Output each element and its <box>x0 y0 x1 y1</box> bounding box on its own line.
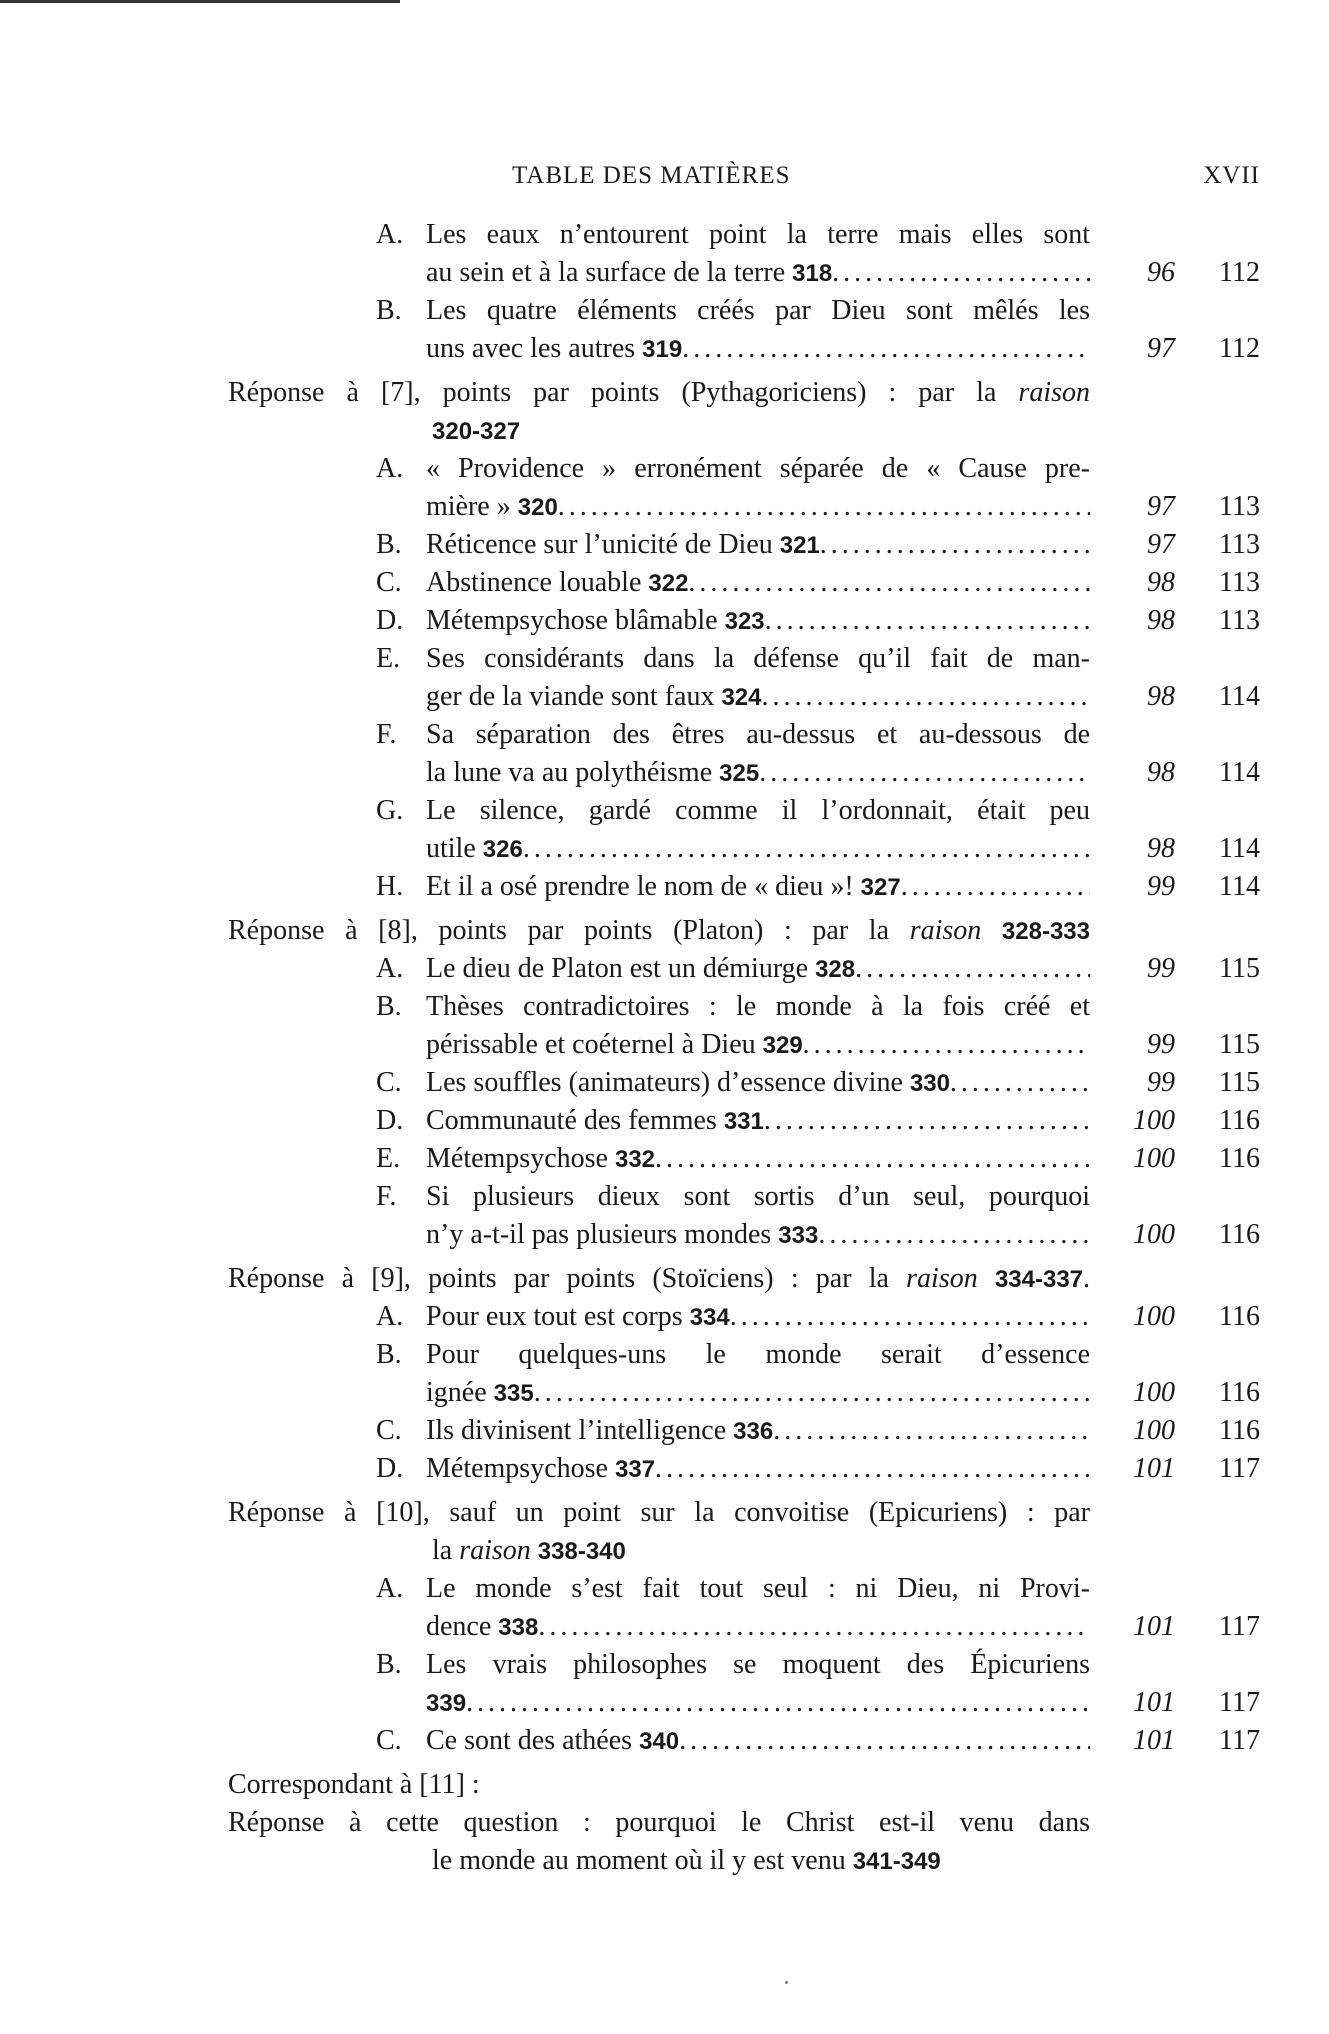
entry-text <box>426 1450 1090 1488</box>
arabic-text-page: 100 <box>1133 1105 1175 1136</box>
translation-page: 114 <box>1219 681 1260 712</box>
entry-text <box>426 216 1090 254</box>
entry-text <box>228 1260 1090 1298</box>
translation-page: 116 <box>1219 1219 1260 1250</box>
paragraph-reference: 329 <box>762 1032 803 1059</box>
text-segment: la <box>432 1535 460 1566</box>
paragraph-reference: 323 <box>724 608 765 635</box>
text-segment: Le silence, gardé comme il l’ordonnait, était peu <box>426 795 1090 826</box>
translation-page: 113 <box>1219 529 1260 560</box>
paragraph-reference: 319 <box>642 336 683 363</box>
paragraph-reference: 318 <box>792 260 833 287</box>
toc-entry-line <box>0 1178 1329 1216</box>
entry-text <box>426 1646 1090 1684</box>
translation-page: 116 <box>1219 1301 1260 1332</box>
entry-text <box>426 830 1090 868</box>
italic-text: raison <box>1018 377 1090 408</box>
entry-text <box>426 330 1090 368</box>
toc-entry-line <box>0 988 1329 1026</box>
entry-text <box>432 1842 1090 1880</box>
text-segment: Métempsychose <box>426 1143 615 1174</box>
entry-text <box>426 450 1090 488</box>
paragraph-reference: 339 <box>426 1690 467 1717</box>
text-segment: Réponse à [8], points par points (Platon) : par la <box>228 915 910 946</box>
entry-text <box>426 488 1090 526</box>
paragraph-reference: 322 <box>648 570 689 597</box>
italic-text: raison <box>459 1535 531 1566</box>
entry-letter: C. <box>376 1725 402 1756</box>
paragraph-reference: 337 <box>614 1456 656 1483</box>
toc-entry-line <box>0 1646 1329 1684</box>
entry-text <box>426 1570 1090 1608</box>
paragraph-reference: 321 <box>779 532 820 559</box>
entry-letter: B. <box>376 295 402 326</box>
paragraph-reference: 334 <box>689 1304 730 1331</box>
entry-letter: D. <box>376 1105 404 1136</box>
text-segment: mière » <box>426 491 518 522</box>
text-segment: utile <box>426 833 483 864</box>
toc-entry-line <box>0 716 1329 754</box>
text-segment: Les quatre éléments créés par Dieu sont mêlés les <box>426 295 1090 326</box>
entry-letter: H. <box>376 871 404 902</box>
text-segment: « Providence » erronément séparée de « Cause pre- <box>426 453 1090 484</box>
arabic-text-page: 100 <box>1133 1377 1175 1408</box>
toc-section-heading <box>0 1494 1329 1532</box>
entry-text <box>426 868 1090 906</box>
toc-entry-line <box>0 1216 1329 1254</box>
arabic-text-page: 100 <box>1133 1301 1175 1332</box>
toc-section-heading <box>0 1804 1329 1842</box>
text-segment: Sa séparation des êtres au-dessus et au-dessous de <box>426 719 1090 750</box>
translation-page: 116 <box>1219 1105 1260 1136</box>
text-segment: Abstinence louable <box>426 567 649 598</box>
text-segment: le monde au moment où il y est venu <box>432 1845 853 1876</box>
toc-entry-line <box>0 602 1329 640</box>
italic-text: raison <box>909 915 982 946</box>
entry-letter: D. <box>376 1453 404 1484</box>
entry-text <box>426 678 1090 716</box>
entry-text <box>228 1766 1090 1804</box>
paragraph-reference: 326 <box>482 836 523 863</box>
entry-text <box>426 254 1090 292</box>
paragraph-reference: 338 <box>498 1614 539 1641</box>
toc-entry-line <box>0 1140 1329 1178</box>
entry-text <box>426 988 1090 1026</box>
paragraph-reference: 327 <box>860 874 901 901</box>
translation-page: 116 <box>1219 1377 1260 1408</box>
entry-text <box>426 640 1090 678</box>
toc-entry-line <box>0 640 1329 678</box>
translation-page: 115 <box>1219 953 1260 984</box>
translation-page: 114 <box>1219 757 1260 788</box>
text-segment: au sein et à la surface de la terre <box>426 257 793 288</box>
entry-text <box>426 1608 1090 1646</box>
toc-entry-line <box>0 450 1329 488</box>
entry-letter: C. <box>376 1067 402 1098</box>
paragraph-reference: 325 <box>719 760 760 787</box>
translation-page: 113 <box>1219 491 1260 522</box>
toc-section-heading <box>0 374 1329 412</box>
entry-text <box>426 1298 1090 1336</box>
toc-entry-line <box>0 1412 1329 1450</box>
text-segment: Réponse à [9], points par points (Stoïciens) : par la <box>228 1263 907 1294</box>
toc-entry-line <box>0 330 1329 368</box>
table-of-contents <box>0 216 1329 1880</box>
entry-text <box>426 1722 1090 1760</box>
translation-page: 116 <box>1219 1415 1260 1446</box>
entry-text <box>426 1140 1090 1178</box>
toc-entry-line <box>0 1064 1329 1102</box>
arabic-text-page: 99 <box>1147 1029 1175 1060</box>
paragraph-reference: 330 <box>909 1070 950 1097</box>
text-segment: ignée <box>426 1377 494 1408</box>
arabic-text-page: 101 <box>1133 1687 1175 1718</box>
entry-letter: C. <box>376 1415 402 1446</box>
text-segment: Métempsychose <box>426 1453 615 1484</box>
text-segment: ger de la viande sont faux <box>426 681 722 712</box>
toc-entry-line <box>0 216 1329 254</box>
toc-entry-line <box>0 1532 1329 1570</box>
paragraph-reference: 328 <box>815 956 856 983</box>
entry-text <box>426 1102 1090 1140</box>
arabic-text-page: 99 <box>1147 1067 1175 1098</box>
paragraph-reference: 320 <box>517 494 558 521</box>
text-segment <box>531 1535 538 1566</box>
toc-entry-line <box>0 1026 1329 1064</box>
paragraph-reference: 332 <box>614 1146 656 1173</box>
text-segment: Si plusieurs dieux sont sortis d’un seul, pourquoi <box>426 1181 1090 1212</box>
text-segment: périssable et coéternel à Dieu <box>426 1029 763 1060</box>
text-segment: Thèses contradictoires : le monde à la fois créé et <box>426 991 1090 1022</box>
scan-edge-line <box>0 0 400 3</box>
toc-section-heading <box>0 1260 1329 1298</box>
paragraph-reference: 331 <box>723 1108 764 1135</box>
translation-page: 117 <box>1219 1453 1260 1484</box>
text-segment: Communauté des femmes <box>426 1105 724 1136</box>
entry-text <box>426 754 1090 792</box>
text-segment: Les eaux n’entourent point la terre mais elles sont <box>426 219 1090 250</box>
arabic-text-page: 97 <box>1147 529 1175 560</box>
toc-entry-line <box>0 1450 1329 1488</box>
text-segment: Ce sont des athées <box>426 1725 640 1756</box>
paragraph-reference: 335 <box>493 1380 534 1407</box>
entry-letter: D. <box>376 605 404 636</box>
translation-page: 113 <box>1219 605 1260 636</box>
entry-text <box>432 412 1090 450</box>
paragraph-reference: 334-337 <box>994 1266 1084 1293</box>
entry-text <box>426 1178 1090 1216</box>
paragraph-reference: 336 <box>733 1418 774 1445</box>
translation-page: 116 <box>1219 1143 1260 1174</box>
entry-text <box>228 1804 1090 1842</box>
arabic-text-page: 97 <box>1147 333 1175 364</box>
arabic-text-page: 98 <box>1147 833 1175 864</box>
entry-text <box>426 792 1090 830</box>
text-segment <box>978 1263 995 1294</box>
entry-text <box>426 1336 1090 1374</box>
arabic-text-page: 98 <box>1147 681 1175 712</box>
scan-speck <box>785 1981 788 1984</box>
translation-page: 117 <box>1219 1725 1260 1756</box>
entry-text <box>426 1412 1090 1450</box>
toc-entry-line <box>0 1298 1329 1336</box>
arabic-text-page: 98 <box>1147 605 1175 636</box>
text-segment: . <box>1083 1263 1090 1294</box>
toc-entry-line <box>0 254 1329 292</box>
text-segment: la lune va au polythéisme <box>426 757 720 788</box>
entry-text <box>426 292 1090 330</box>
entry-letter: F. <box>376 1181 397 1212</box>
running-title: TABLE DES MATIÈRES <box>512 162 791 189</box>
italic-text: raison <box>906 1263 978 1294</box>
paragraph-reference: 320-327 <box>432 418 521 445</box>
translation-page: 112 <box>1219 257 1260 288</box>
arabic-text-page: 99 <box>1147 871 1175 902</box>
toc-entry-line <box>0 1336 1329 1374</box>
text-segment: Métempsychose blâmable <box>426 605 725 636</box>
toc-section-heading <box>0 1766 1329 1804</box>
entry-text <box>228 1494 1090 1532</box>
arabic-text-page: 100 <box>1133 1219 1175 1250</box>
entry-text <box>228 374 1090 412</box>
page-number: XVII <box>1203 162 1260 189</box>
arabic-text-page: 101 <box>1133 1611 1175 1642</box>
entry-text <box>426 564 1090 602</box>
text-segment: Réponse à [10], sauf un point sur la convoitise (Epicuriens) : par <box>228 1497 1090 1528</box>
toc-entry-line <box>0 1842 1329 1880</box>
toc-entry-line <box>0 950 1329 988</box>
entry-text <box>426 1374 1090 1412</box>
paragraph-reference: 324 <box>721 684 762 711</box>
translation-page: 114 <box>1219 833 1260 864</box>
translation-page: 114 <box>1219 871 1260 902</box>
toc-section-heading <box>0 912 1329 950</box>
text-segment: Et il a osé prendre le nom de « dieu »! <box>426 871 861 902</box>
translation-page: 115 <box>1219 1029 1260 1060</box>
toc-entry-line <box>0 678 1329 716</box>
arabic-text-page: 98 <box>1147 567 1175 598</box>
entry-letter: A. <box>376 953 404 984</box>
text-segment: Le dieu de Platon est un démiurge <box>426 953 816 984</box>
entry-text <box>432 1532 1090 1570</box>
entry-text <box>426 1064 1090 1102</box>
arabic-text-page: 101 <box>1133 1725 1175 1756</box>
arabic-text-page: 99 <box>1147 953 1175 984</box>
arabic-text-page: 98 <box>1147 757 1175 788</box>
toc-entry-line <box>0 1608 1329 1646</box>
entry-letter: B. <box>376 1649 402 1680</box>
toc-entry-line <box>0 830 1329 868</box>
entry-text <box>426 716 1090 754</box>
arabic-text-page: 97 <box>1147 491 1175 522</box>
text-segment: Ses considérants dans la défense qu’il fait de man- <box>426 643 1090 674</box>
text-segment: dence <box>426 1611 499 1642</box>
entry-letter: F. <box>376 719 397 750</box>
entry-text <box>426 1026 1090 1064</box>
toc-entry-line <box>0 564 1329 602</box>
entry-letter: A. <box>376 1301 404 1332</box>
toc-entry-line <box>0 754 1329 792</box>
text-segment: Réticence sur l’unicité de Dieu <box>426 529 780 560</box>
entry-letter: A. <box>376 453 404 484</box>
toc-entry-line <box>0 1722 1329 1760</box>
toc-entry-line <box>0 868 1329 906</box>
paragraph-reference: 340 <box>639 1728 680 1755</box>
text-segment: Pour eux tout est corps <box>426 1301 690 1332</box>
toc-entry-line <box>0 792 1329 830</box>
text-segment: Les vrais philosophes se moquent des Épicuriens <box>426 1649 1090 1680</box>
entry-letter: A. <box>376 219 404 250</box>
text-segment: Correspondant à [11] : <box>228 1769 480 1800</box>
paragraph-reference: 333 <box>778 1222 819 1249</box>
arabic-text-page: 96 <box>1147 257 1175 288</box>
entry-letter: B. <box>376 991 402 1022</box>
text-segment: Le monde s’est fait tout seul : ni Dieu, ni Provi- <box>426 1573 1090 1604</box>
entry-text <box>426 1216 1090 1254</box>
toc-entry-line <box>0 1102 1329 1140</box>
paragraph-reference: 328-333 <box>1001 918 1090 945</box>
entry-text <box>426 1684 1090 1722</box>
paragraph-reference: 341-349 <box>852 1848 941 1875</box>
text-segment: uns avec les autres <box>426 333 643 364</box>
entry-letter: E. <box>376 643 401 674</box>
entry-letter: E. <box>376 1143 401 1174</box>
toc-entry-line <box>0 412 1329 450</box>
entry-text <box>228 912 1090 950</box>
toc-entry-line <box>0 292 1329 330</box>
entry-letter: G. <box>376 795 404 826</box>
toc-entry-line <box>0 1374 1329 1412</box>
translation-page: 117 <box>1219 1687 1260 1718</box>
entry-letter: C. <box>376 567 402 598</box>
translation-page: 113 <box>1219 567 1260 598</box>
translation-page: 115 <box>1219 1067 1260 1098</box>
translation-page: 117 <box>1219 1611 1260 1642</box>
text-segment: Les souffles (animateurs) d’essence divine <box>426 1067 910 1098</box>
entry-letter: B. <box>376 529 402 560</box>
text-segment: Ils divinisent l’intelligence <box>426 1415 734 1446</box>
text-segment: Réponse à cette question : pourquoi le Christ est-il venu dans <box>228 1807 1090 1838</box>
entry-text <box>426 950 1090 988</box>
text-segment: Pour quelques-uns le monde serait d’essence <box>426 1339 1090 1370</box>
entry-letter: A. <box>376 1573 404 1604</box>
entry-text <box>426 526 1090 564</box>
translation-page: 112 <box>1219 333 1260 364</box>
text-segment: Réponse à [7], points par points (Pythagoriciens) : par la <box>228 377 1019 408</box>
text-segment: n’y a-t-il pas plusieurs mondes <box>426 1219 779 1250</box>
toc-entry-line <box>0 526 1329 564</box>
entry-letter: B. <box>376 1339 402 1370</box>
paragraph-reference: 338-340 <box>537 1538 626 1565</box>
toc-entry-line <box>0 1570 1329 1608</box>
arabic-text-page: 100 <box>1133 1143 1175 1174</box>
entry-text <box>426 602 1090 640</box>
text-segment <box>981 915 1002 946</box>
toc-entry-line <box>0 488 1329 526</box>
arabic-text-page: 100 <box>1133 1415 1175 1446</box>
toc-entry-line <box>0 1684 1329 1722</box>
arabic-text-page: 101 <box>1133 1453 1175 1484</box>
